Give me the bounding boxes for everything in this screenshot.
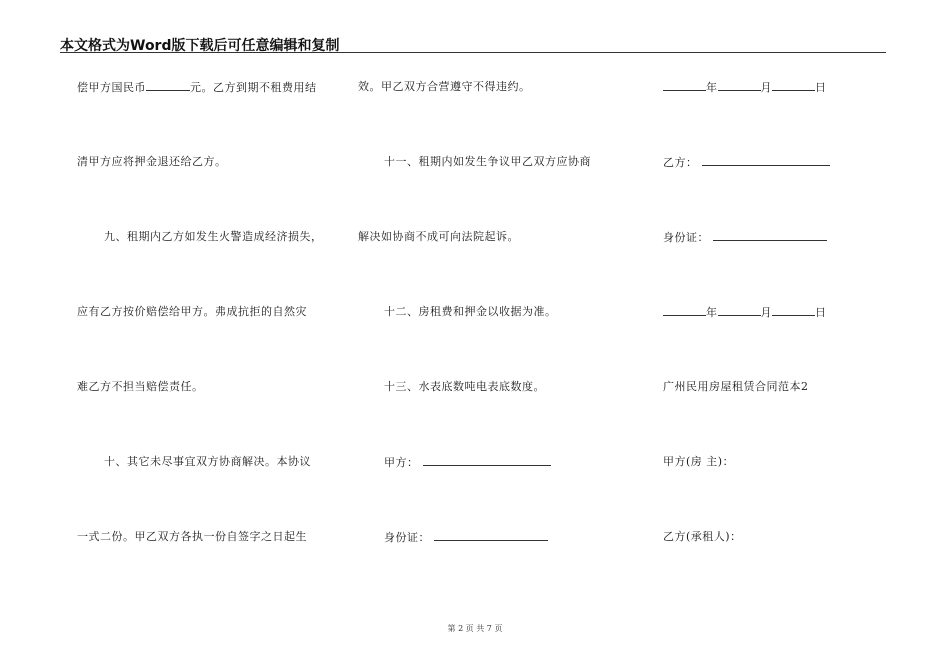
col3-id-card-line xyxy=(663,230,827,245)
header-divider xyxy=(60,52,886,53)
month-blank-2 xyxy=(718,305,761,316)
col2-line-4: 十二、房租费和押金以收据为准。 xyxy=(384,305,557,318)
id-card-blank-b xyxy=(713,230,827,241)
col1-line-3: 九、租期内乙方如发生火警造成经济损失， xyxy=(104,230,323,243)
col1-line-1-text: 偿甲方国民币 xyxy=(77,81,146,94)
col2-line-3: 解决如协商不成可向法院起诉。 xyxy=(358,230,519,243)
col2-line-2: 十一、租期内如发生争议甲乙双方应协商 xyxy=(384,155,591,168)
page-number: 第 2 页 共 7 页 xyxy=(447,624,503,633)
col3-date-line-1 xyxy=(663,80,827,95)
col1-line-1-text-b: 元。乙方到期不租费用结 xyxy=(190,81,317,94)
col1-line-7: 一式二份。甲乙双方各执一份自签字之日起生 xyxy=(77,530,307,543)
party-b-label: 乙方： xyxy=(663,156,698,169)
contract-template-title-2: 广州民用房屋租赁合同范本2 xyxy=(663,380,809,393)
party-b-signature-blank xyxy=(702,155,830,166)
party-b-tenant-label: 乙方(承租人)： xyxy=(663,530,742,543)
id-card-blank xyxy=(434,530,548,541)
col3-date-line-2 xyxy=(663,305,827,320)
month-label-2: 月 xyxy=(760,306,772,319)
document-header-title: 本文格式为Word版下载后可任意编辑和复制 xyxy=(60,38,340,54)
col1-line-4: 应有乙方按价赔偿给甲方。弗成抗拒的自然灾 xyxy=(77,305,307,318)
month-blank xyxy=(718,80,761,91)
col2-line-5: 十三、水表底数吨电表底数度。 xyxy=(384,380,545,393)
col2-id-card-line xyxy=(384,530,548,545)
party-a-signature-blank xyxy=(423,455,551,466)
id-card-label: 身份证： xyxy=(384,531,430,544)
year-label-2: 年 xyxy=(706,306,718,319)
col1-line-5: 难乙方不担当赔偿责任。 xyxy=(77,380,204,393)
col1-line-6: 十、其它未尽事宜双方协商解决。本协议 xyxy=(104,455,311,468)
amount-blank xyxy=(146,80,190,91)
year-blank xyxy=(663,80,706,91)
day-blank xyxy=(772,80,815,91)
col1-line-2: 清甲方应将押金退还给乙方。 xyxy=(77,155,227,168)
day-label: 日 xyxy=(815,81,827,94)
party-a-landlord-label: 甲方(房 主)： xyxy=(663,455,735,468)
col2-party-a-line xyxy=(384,455,551,470)
year-label: 年 xyxy=(706,81,718,94)
year-blank-2 xyxy=(663,305,706,316)
month-label: 月 xyxy=(760,81,772,94)
day-label-2: 日 xyxy=(815,306,827,319)
party-a-label: 甲方： xyxy=(384,456,419,469)
col2-line-1: 效。甲乙双方合营遵守不得违约。 xyxy=(358,80,531,93)
col1-line-1 xyxy=(77,80,317,95)
day-blank-2 xyxy=(772,305,815,316)
id-card-label-b: 身份证： xyxy=(663,231,709,244)
col3-party-b-line xyxy=(663,155,830,170)
